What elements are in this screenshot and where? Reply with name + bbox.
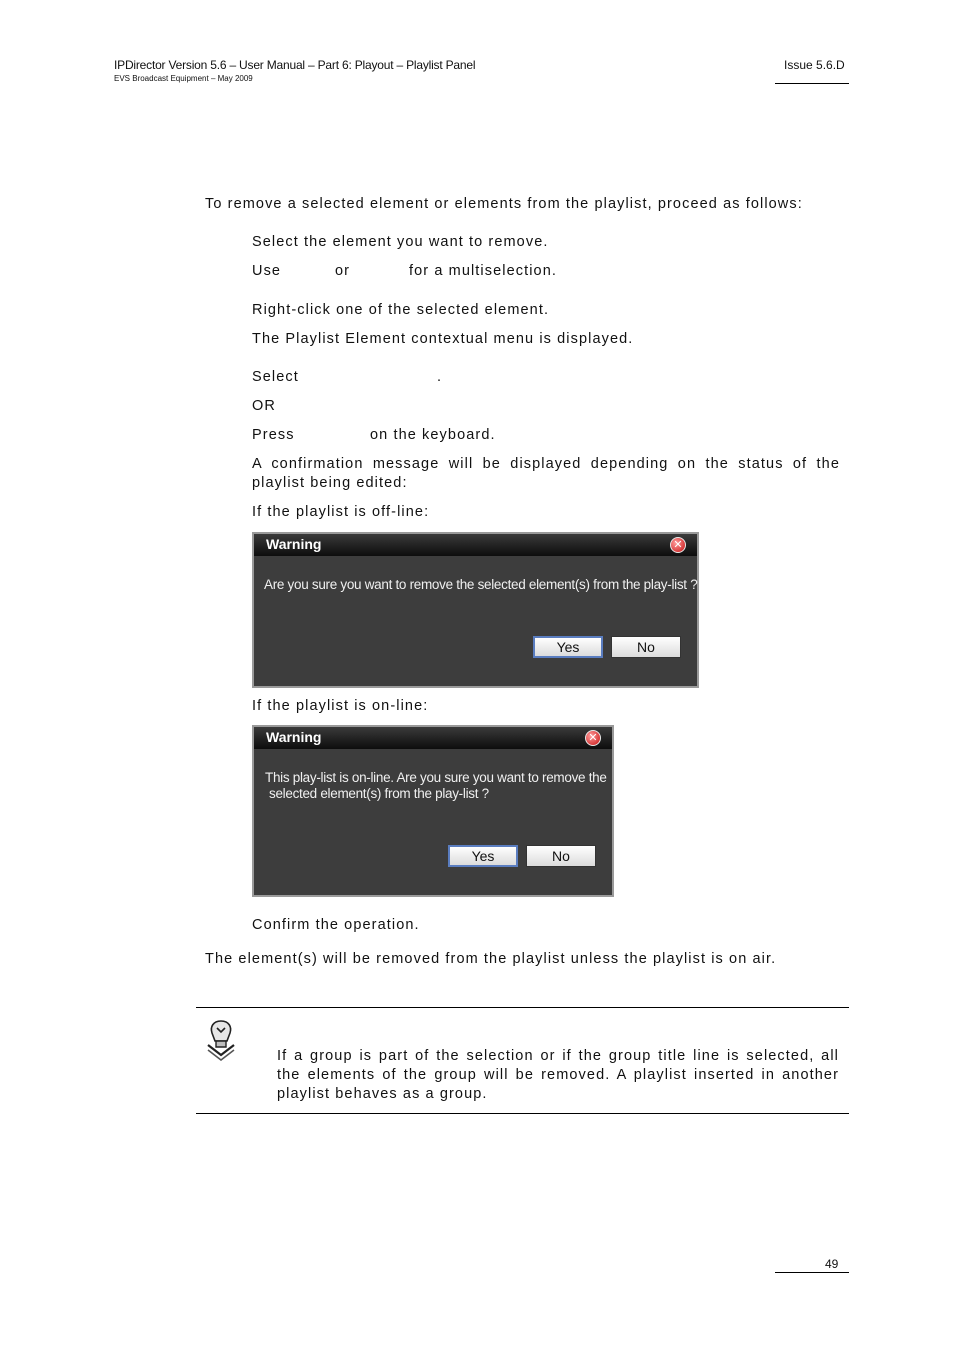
dialog-title: Warning bbox=[266, 536, 322, 552]
dialog-titlebar bbox=[254, 534, 697, 556]
note-icon bbox=[203, 1019, 239, 1061]
yes-button[interactable]: Yes bbox=[448, 845, 518, 867]
dialog-title: Warning bbox=[266, 729, 322, 745]
note-bottom-divider bbox=[196, 1113, 849, 1114]
confirmation-info: A confirmation message will be displayed depending on the status of the playlist being edited: bbox=[252, 456, 840, 491]
step4-text: Confirm the operation. bbox=[252, 917, 420, 933]
online-label: If the playlist is on-line: bbox=[252, 698, 429, 714]
page-number: 49 bbox=[825, 1257, 839, 1271]
step3-press: Press bbox=[252, 427, 295, 443]
step2-text: Right-click one of the selected element. bbox=[252, 302, 550, 318]
outcome-paragraph: The element(s) will be removed from the playlist unless the playlist is on air. bbox=[205, 951, 777, 967]
footer-divider bbox=[775, 1272, 849, 1273]
step3-or: OR bbox=[252, 398, 276, 414]
step3-keyboard: on the keyboard. bbox=[370, 427, 496, 443]
issue-label: Issue 5.6.D bbox=[784, 58, 845, 72]
document-subtitle: EVS Broadcast Equipment – May 2009 bbox=[114, 74, 253, 83]
note-top-divider bbox=[196, 1007, 849, 1008]
step1-use: Use bbox=[252, 263, 282, 279]
dialog-titlebar bbox=[254, 727, 612, 749]
dialog-message-line2: selected element(s) from the play-list ? bbox=[269, 786, 489, 801]
header-divider bbox=[775, 83, 849, 84]
step1-multiselection: for a multiselection. bbox=[409, 263, 558, 279]
step3-period: . bbox=[437, 369, 443, 385]
yes-button[interactable]: Yes bbox=[533, 636, 603, 658]
note-text: If a group is part of the selection or if the group title line is selected, all the elements of the group will be removed. A playlist inserted in another playlist behaves as a group. bbox=[277, 1048, 839, 1102]
no-button[interactable]: No bbox=[526, 845, 596, 867]
intro-paragraph: To remove a selected element or elements from the playlist, proceed as follows: bbox=[205, 196, 803, 212]
no-button[interactable]: No bbox=[611, 636, 681, 658]
warning-dialog-offline bbox=[252, 532, 699, 688]
warning-dialog-online bbox=[252, 725, 614, 897]
close-icon[interactable]: ✕ bbox=[585, 730, 601, 746]
step2-result: The Playlist Element contextual menu is displayed. bbox=[252, 331, 634, 347]
dialog-message: Are you sure you want to remove the selected element(s) from the play-list ? bbox=[264, 577, 698, 592]
step1-text: Select the element you want to remove. bbox=[252, 234, 549, 250]
offline-label: If the playlist is off-line: bbox=[252, 504, 430, 520]
step3-select: Select bbox=[252, 369, 299, 385]
close-icon[interactable]: ✕ bbox=[670, 537, 686, 553]
step1-or: or bbox=[335, 263, 351, 279]
dialog-message-line1: This play-list is on-line. Are you sure you want to remove the bbox=[265, 770, 607, 785]
document-title: IPDirector Version 5.6 – User Manual – Part 6: Playout – Playlist Panel bbox=[114, 58, 476, 72]
